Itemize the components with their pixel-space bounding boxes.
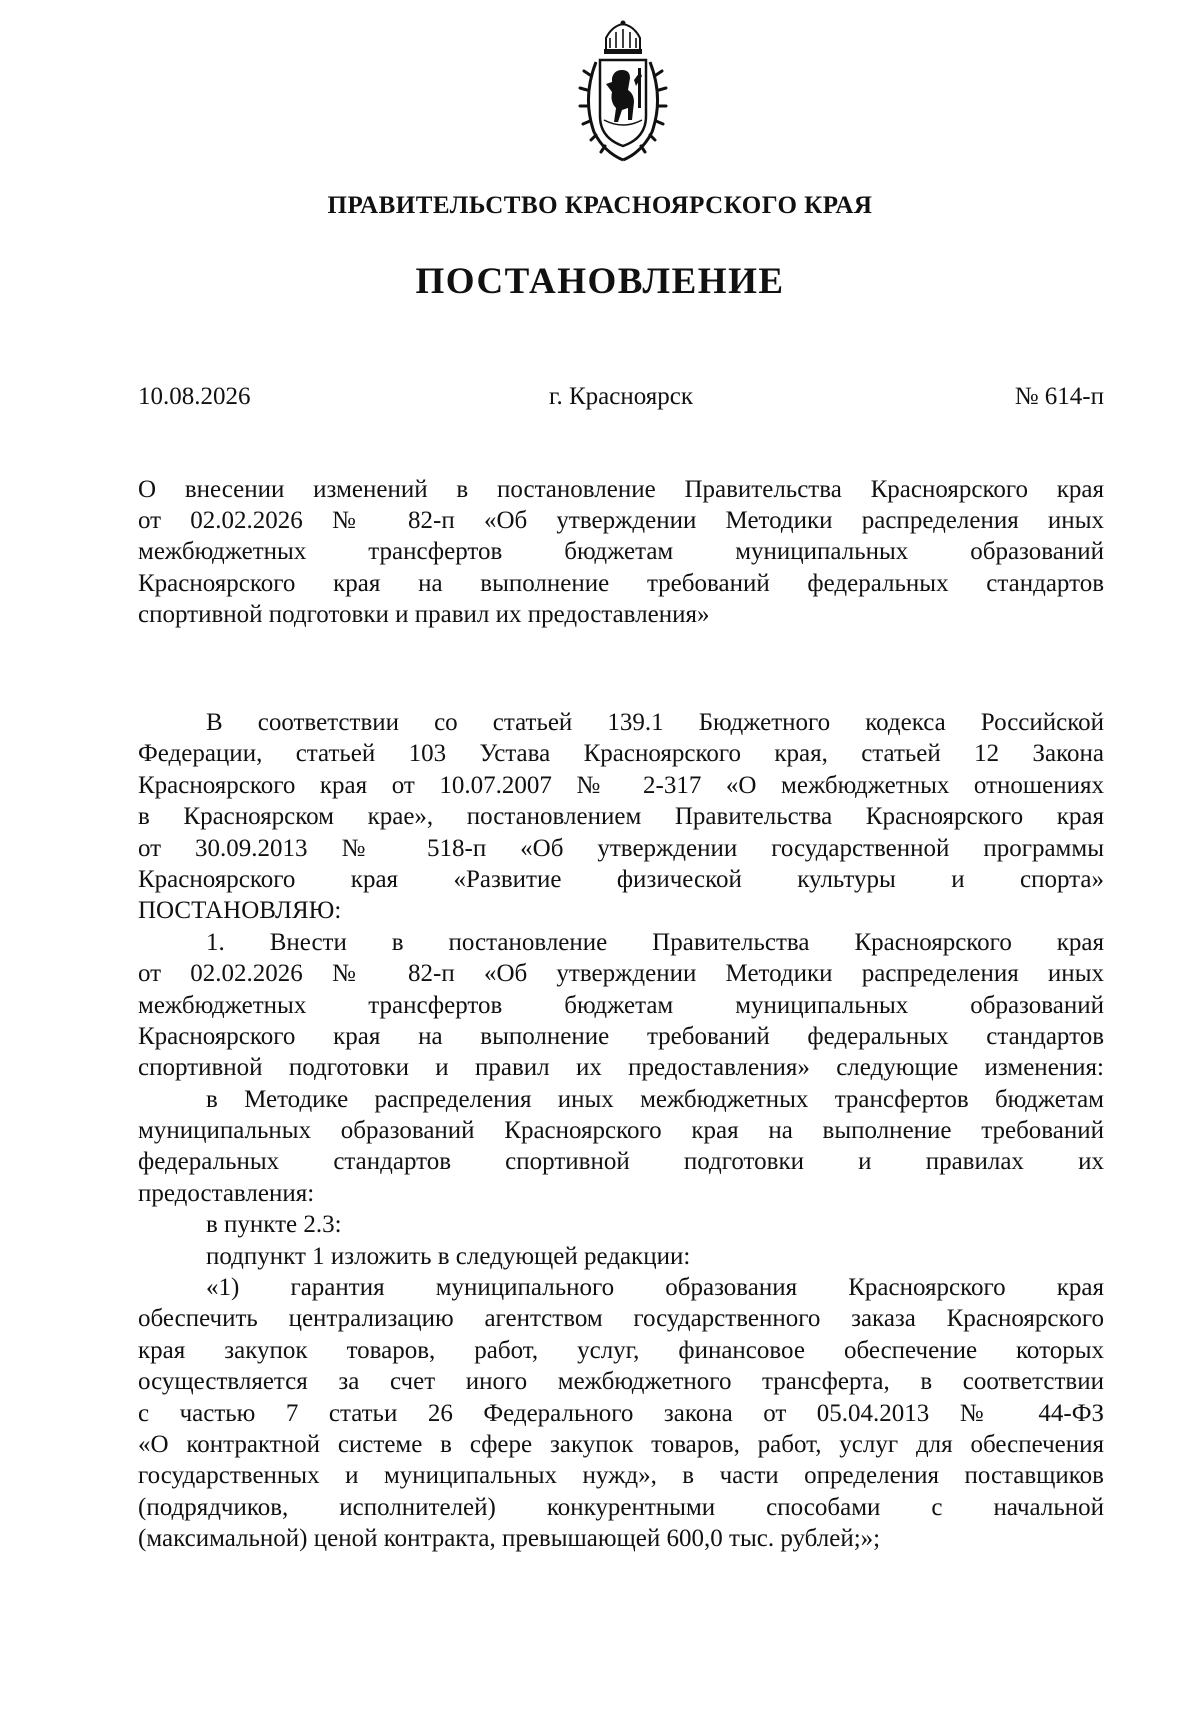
body-line: осуществляется за счет иного межбюджетного трансферта, в соответствии xyxy=(138,1368,1104,1396)
coat-of-arms-icon xyxy=(576,20,670,165)
body-line: федеральных стандартов спортивной подготовки и правилах их xyxy=(138,1148,1104,1176)
body-line: в пункте 2.3: xyxy=(206,1211,342,1239)
body-line: (подрядчиков, исполнителей) конкурентными способами с начальной xyxy=(138,1493,1104,1521)
body-line: межбюджетных трансфертов бюджетам муниципальных образований xyxy=(138,991,1104,1019)
body-line: ПОСТАНОВЛЯЮ: xyxy=(138,897,342,925)
subject-line: межбюджетных трансфертов бюджетам муниципальных образований xyxy=(138,538,1104,566)
body-line: от 30.09.2013 № 518-п «Об утверждении государственной программы xyxy=(138,834,1104,862)
body-line: спортивной подготовки и правил их предоставления» следующие изменения: xyxy=(138,1054,1104,1082)
body-line: в Методике распределения иных межбюджетных трансфертов бюджетам xyxy=(206,1085,1104,1113)
document-meta xyxy=(138,383,1104,417)
body-line: обеспечить централизацию агентством государственного заказа Красноярского xyxy=(138,1305,1104,1333)
document-date: 10.08.2026 xyxy=(138,383,251,410)
organization-title: ПРАВИТЕЛЬСТВО КРАСНОЯРСКОГО КРАЯ xyxy=(327,192,873,219)
body-line: от 02.02.2026 № 82-п «Об утверждении Методики распределения иных xyxy=(138,960,1104,988)
body-line: В соответствии со статьей 139.1 Бюджетного кодекса Российской xyxy=(206,709,1104,736)
body-line: Красноярского края «Развитие физической культуры и спорта» xyxy=(138,865,1104,893)
body-line: Красноярского края от 10.07.2007 № 2-317 «О межбюджетных отношениях xyxy=(138,771,1104,799)
body-line: муниципальных образований Красноярского края на выполнение требований xyxy=(138,1117,1104,1145)
document-subject xyxy=(138,474,1104,630)
body-line: (максимальной) ценой контракта, превышающей 600,0 тыс. рублей;»; xyxy=(138,1525,881,1553)
document-type-title: ПОСТАНОВЛЕНИЕ xyxy=(415,261,785,302)
body-line: Федерации, статьей 103 Устава Красноярского края, статьей 12 Закона xyxy=(138,740,1104,768)
document-number: № 614-п xyxy=(1014,383,1104,410)
subject-line: спортивной подготовки и правил их предоставления» xyxy=(138,600,710,628)
body-line: 1. Внести в постановление Правительства Красноярского края xyxy=(206,928,1104,956)
body-line: «1) гарантия муниципального образования Красноярского края xyxy=(206,1274,1104,1302)
subject-line: от 02.02.2026 № 82-п «Об утверждении Методики распределения иных xyxy=(138,507,1104,535)
subject-line: О внесении изменений в постановление Правительства Красноярского края xyxy=(138,476,1104,503)
subject-line: Красноярского края на выполнение требований федеральных стандартов xyxy=(138,569,1104,597)
document-city: г. Красноярск xyxy=(549,383,693,410)
body-line: с частью 7 статьи 26 Федерального закона от 05.04.2013 № 44-ФЗ xyxy=(138,1399,1104,1427)
body-line: государственных и муниципальных нужд», в части определения поставщиков xyxy=(138,1462,1104,1490)
body-line: «О контрактной системе в сфере закупок товаров, работ, услуг для обеспечения xyxy=(138,1430,1104,1458)
body-line: края закупок товаров, работ, услуг, финансовое обеспечение которых xyxy=(138,1336,1104,1364)
body-line: в Красноярском крае», постановлением Правительства Красноярского края xyxy=(138,803,1104,831)
body-line: подпункт 1 изложить в следующей редакции: xyxy=(206,1242,691,1270)
document-body xyxy=(138,707,1104,1555)
body-line: предоставления: xyxy=(138,1179,315,1207)
body-line: Красноярского края на выполнение требований федеральных стандартов xyxy=(138,1022,1104,1050)
